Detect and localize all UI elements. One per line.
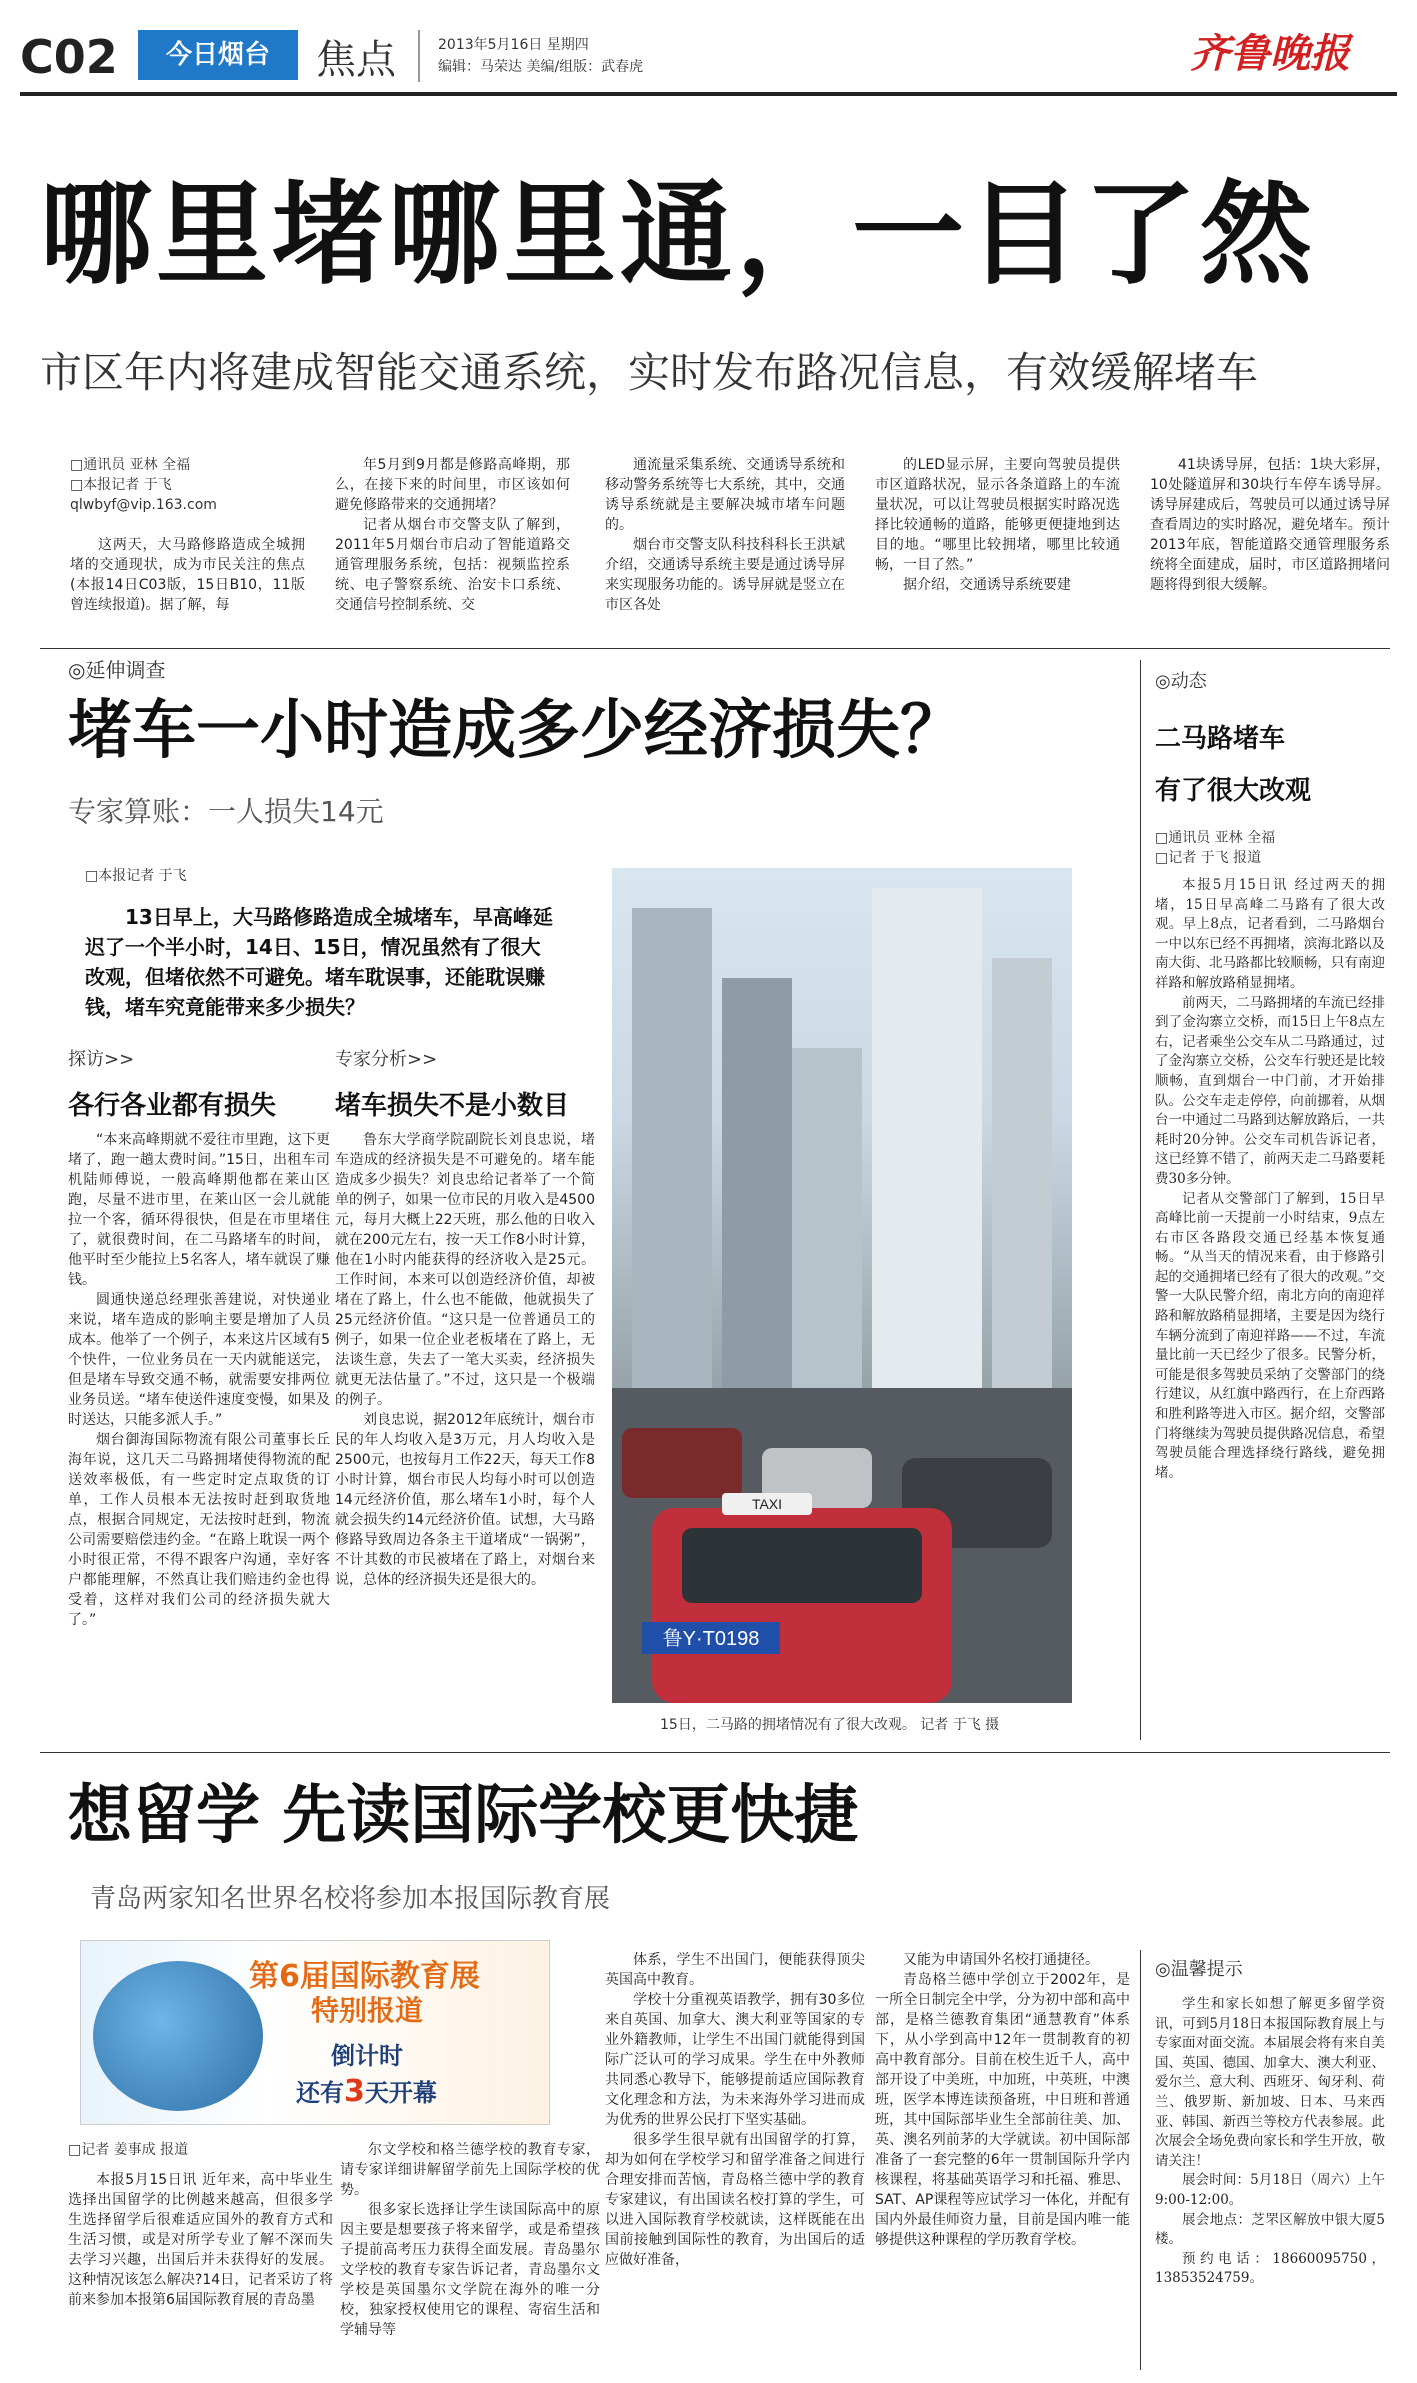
story3-subheadline: 青岛两家知名世界名校将参加本报国际教育展	[90, 1884, 611, 1914]
sidebar-divider	[1140, 1950, 1141, 2370]
paragraph: 又能为申请国外名校打通捷径。	[903, 1952, 1099, 1968]
sidebar1-byline: □通讯员 亚林 全福 □记者 于飞 报道	[1155, 830, 1276, 866]
sidebar1-body	[1155, 876, 1385, 1731]
paragraph: 鲁东大学商学院副院长刘良忠说，堵车造成的经济损失是不可避免的。堵车能造成多少损失？刘良忠给记者举了一个简单的例子，如果一位市民的月收入是4500元，每月大概上22天班，那么他的日收入就在200元左右，按一天工作8小时计算，他在1小时内能获得的经济收入是25元。工作时间，本来可以创造经济价值，却被堵在了路上，什么也不能做，他就损失了25元经济价值。“这只是一位普通员工的例子，如果一位企业老板堵在了路上，无法谈生意，失去了一笔大买卖，经济损失就更无法估量了。”不过，这只是一个极端的例子。	[335, 1132, 595, 1408]
paragraph: 据介绍，交通诱导系统要建	[903, 577, 1071, 593]
main-col-2	[335, 455, 570, 635]
issue-date: 2013年5月16日 星期四	[438, 37, 589, 53]
story3-col-1: 本报5月15日讯 近年来，高中毕业生选择出国留学的比例越来越高，但很多学生选择留学后很难适应国外的教育方式和生活习惯，或是对所学专业了解不深而失去学习兴趣，出国后并未获得好的发展。这种情况该怎么解决?14日，记者采访了将前来参加本报第6届国际教育展的青岛墨	[68, 2172, 333, 2308]
main-subheadline: 市区年内将建成智能交通系统，实时发布路况信息，有效缓解堵车	[40, 348, 1259, 397]
main-byline: □通讯员 亚林 全福 □本报记者 于飞 qlwbyf@vip.163.com	[70, 457, 217, 513]
paragraph: 通流量采集系统、交通诱导系统和移动警务系统等七大系统，其中，交通诱导系统就是主要解决城市堵车问题的。	[605, 457, 845, 533]
sidebar1-tag: ◎动态	[1155, 671, 1207, 692]
header-meta	[438, 34, 643, 78]
taxi-windshield	[682, 1528, 922, 1603]
paragraph: 烟台御海国际物流有限公司董事长丘海年说，这几天二马路拥堵使得物流的配送效率极低，有一些定时定点取货的订单，工作人员根本无法按时赶到取货地点，根据合同规定，无法按时赶到，物流公司需要赔偿违约金。“在路上耽误一两个小时很正常，不得不跟客户沟通，幸好客户都能理解，不然真让我们赔违约金也得受着，这样对我们公司的经济损失就大了。”	[68, 1432, 330, 1628]
column-label: 焦点	[316, 37, 396, 83]
story3-col-4	[875, 1950, 1130, 2370]
paragraph: 尔文学校和格兰德学校的教育专家，请专家详细讲解留学前先上国际学校的优势。	[340, 2142, 600, 2198]
story2-headline: 堵车一小时造成多少经济损失？	[68, 694, 964, 768]
traffic-scene	[612, 868, 1072, 1703]
story2-left-head: 各行各业都有损失	[68, 1091, 277, 1121]
paragraph: 体系，学生不出国门，便能获得顶尖英国高中教育。	[605, 1952, 865, 1988]
editors: 编辑：马荣达 美编/组版：武春虎	[438, 59, 644, 75]
story2-byline: □本报记者 于飞	[85, 868, 187, 884]
building	[792, 1048, 862, 1428]
car	[622, 1428, 742, 1498]
divider	[40, 1752, 1390, 1753]
sidebar-divider	[1140, 660, 1141, 1740]
newspaper-logo: 齐鲁晚报	[1190, 30, 1350, 77]
sidebar2-tag: ◎温馨提示	[1155, 1959, 1243, 1980]
story2-subheadline: 专家算账：一人损失14元	[68, 795, 384, 828]
paragraph: “本来高峰期就不爱往市里跑，这下更堵了，跑一趟太费时间。”15日，出租车司机陆师傅说，一般高峰期他都在莱山区跑，尽量不进市里，在莱山区一会儿就能拉一个客，循环得很快，但是在市里堵住了，就很费时间，在二马路堵车的时间，他平时至少能拉上5名客人，堵车就误了赚钱。	[68, 1132, 330, 1288]
paragraph: 记者从烟台市交警支队了解到，2011年5月烟台市启动了智能道路交通管理服务系统，包括：视频监控系统、电子警察系统、治安卡口系统、交通信号控制系统、交	[335, 517, 570, 613]
header-rule	[20, 92, 1397, 96]
story3-col-3	[605, 1950, 865, 2370]
main-col-1: 这两天，大马路修路造成全城拥堵的交通现状，成为市民关注的焦点(本报14日C03版，15日B10，11版曾连续报道)。据了解，每	[70, 537, 305, 613]
paragraph: 的LED显示屏，主要向驾驶员提供市区道路状况，显示各条道路上的车流量状况，可以让驾驶员根据实时路况选择比较通畅的道路，能够更便捷地到达目的地。“哪里比较拥堵，哪里比较通畅，一目了然。”	[875, 457, 1120, 573]
main-col-5: 41块诱导屏，包括：1块大彩屏，10处隧道屏和30块行车停车诱导屏。诱导屏建成后，驾驶员可以通过诱导屏查看周边的实时路况，避免堵车。预计2013年底，智能道路交通管理服务系统将全面建成，届时，市区道路拥堵问题将得到很大缓解。	[1150, 457, 1390, 593]
story3-headline: 想留学 先读国际学校更快捷	[68, 1779, 859, 1853]
paragraph: 圆通快递总经理张善建说，对快递业来说，堵车造成的影响主要是增加了人员成本。他举了一个例子，本来这片区域有5个快件，一位业务员在一天内就能送完，但是堵车导致交通不畅，就需要安排两位业务员送。“堵车使送件速度变慢，如果及时送达，只能多派人手。”	[68, 1292, 330, 1428]
section-label: 今日烟台	[138, 30, 298, 80]
main-headline: 哪里堵哪里通，一目了然	[40, 170, 1316, 300]
story3-col-2	[340, 1970, 600, 2370]
story2-lead: 13日早上，大马路修路造成全城堵车，早高峰延迟了一个半小时，14日、15日，情况虽然有了很大改观，但堵依然不可避免。堵车耽误事，还能耽误赚钱，堵车究竟能带来多少损失？	[85, 905, 553, 1019]
banner-countdown-2: 还有3天开幕	[296, 2074, 437, 2109]
taxi-sign-text: TAXI	[751, 1496, 783, 1512]
building	[632, 908, 712, 1468]
paragraph: 记者从交警部门了解到，15日早高峰比前一天提前一小时结束，9点左右市区各路段交通已经基本恢复通畅。“从当天的情况来看，由于修路引起的交通拥堵已经有了很大的改观。”交警一大队民警介绍，南北方向的南迎祥路和解放路稍显拥堵，主要是因为绕行车辆分流到了南迎祥路——不过，车流量比前一天已经少了很多。民警分析，可能是很多驾驶员采纳了交警部门的绕行建议，从红旗中路西行，在上夼西路和胜利路等进入市区。据介绍，交警部门将继续为驾驶员提供路况信息，希望驾驶员能合理选择绕行路线，避免拥堵。	[1155, 1190, 1385, 1481]
traffic-photo	[612, 868, 1072, 1703]
banner-title-2: 特别报道	[311, 1994, 424, 2027]
paragraph: 年5月到9月都是修路高峰期，那么，在接下来的时间里，市区该如何避免修路带来的交通拥堵？	[335, 457, 570, 513]
sidebar2-body: 学生和家长如想了解更多留学资讯，可到5月18日本报国际教育展上与专家面对面交流。本届展会将有来自美国、英国、德国、加拿大、澳大利亚、爱尔兰、意大利、西班牙、匈牙利、荷兰、俄罗斯、新加坡、日本、马来西亚、韩国、新西兰等校方代表参展。此次展会全场免费向家长和学生开放，敬请关注！ 展会时间：5月18日（周六）上午9:00-12:00。 展会地点：芝罘区解放中银大厦5楼。 预约电话：18660095750，13853524759。	[1155, 1996, 1385, 2287]
sidebar1-headline-2: 有了很大改观	[1155, 776, 1312, 806]
paragraph: 青岛格兰德中学创立于2002年，是一所全日制完全中学，分为初中部和高中部，是格兰德教育集团“通慧教育”体系下，从小学到高中12年一贯制教育的初高中教育部分。目前在校生近千人，高中部开设了中美班，中加班，中英班，中澳班，医学本博连读预备班，中日班和普通班，其中国际部毕业生全部前往美、加、英、澳名列前茅的大学就读。初中国际部准备了一套完整的6年一贯制国际升学内核课程，将基础英语学习和托福、雅思、SAT、AP课程等应试学习一体化，并配有国内外最佳师资力量，目前是国内唯一能够提供这种课程的学历教育学校。	[875, 1972, 1130, 2248]
paragraph: 学校十分重视英语教学，拥有30多位来自英国、加拿大、澳大利亚等国家的专业外籍教师，让学生不出国门就能得到国际广泛认可的学习成果。学生在中外教师共同悉心教导下，能够提前适应国际教育文化理念和方法，为未来海外学习进而成为优秀的世界公民打下坚实基础。	[605, 1992, 865, 2128]
photo-caption: 15日，二马路的拥堵情况有了很大改观。 记者 于飞 摄	[660, 1717, 1000, 1733]
license-plate-text: 鲁Y·T0198	[662, 1628, 760, 1650]
header-divider	[418, 30, 420, 82]
story2-tag: ◎延伸调查	[68, 658, 166, 682]
paragraph: 前两天，二马路拥堵的车流已经排到了金沟寨立交桥，而15日上午8点左右，记者乘坐公交车从二马路通过，过了金沟寨立交桥，公交车行驶还是比较顺畅，直到烟台一中门前，才开始排队。公交车走走停停，向前挪着，从烟台一中通过二马路到达解放路后，一共耗时20分钟。公交车司机告诉记者，这已经算不错了，前两天走二马路要耗费30多分钟。	[1155, 994, 1385, 1187]
divider	[40, 648, 1390, 649]
story2-left-tag: 探访>>	[68, 1049, 135, 1070]
story2-left-body	[68, 1130, 330, 1730]
story2-right-head: 堵车损失不是小数目	[335, 1091, 570, 1121]
paragraph: 刘良忠说，据2012年底统计，烟台市民的年人均收入是3万元，月人均收入是2500元，也按每月工作22天，每天工作8小时计算，烟台市民人均每小时可以创造14元经济价值，那么堵车1小时，每个人就会损失约14元经济价值。试想，大马路修路导致周边各条主干道堵成“一锅粥”，不计其数的市民被堵在了路上，对烟台来说，总体的经济损失还是很大的。	[335, 1412, 595, 1588]
banner-countdown: 倒计时	[331, 2042, 403, 2070]
sidebar1-headline-1: 二马路堵车	[1155, 724, 1286, 754]
story3-byline: □记者 姜事成 报道	[68, 2142, 189, 2158]
paragraph: 本报5月15日讯 经过两天的拥堵，15日早高峰二马路有了很大改观。早上8点，记者看到，二马路烟台一中以东已经不再拥堵，滨海北路以及南大街、北马路都比较顺畅，只有南迎祥路和解放路稍显拥堵。	[1155, 877, 1385, 991]
story2-right-body	[335, 1130, 595, 1730]
page-code: C02	[20, 30, 118, 84]
banner-title: 第6届国际教育展	[249, 1959, 480, 1994]
building	[722, 978, 792, 1448]
story2-right-tag: 专家分析>>	[335, 1049, 438, 1070]
main-col-3	[605, 455, 845, 635]
paragraph: 很多学生很早就有出国留学的打算，却为如何在学校学习和留学准备之间进行合理安排而苦恼，青岛格兰德中学的教育专家建议，有出国读名校打算的学生，可以进入国际教育学校就读，这样既能在出国前接触到国际性的教育，为出国后的适应做好准备，	[605, 2132, 865, 2268]
paragraph: 很多家长选择让学生读国际高中的原因主要是想要孩子将来留学，或是希望孩子提前高考压力获得全面发展。青岛墨尔文学校的教育专家告诉记者，青岛墨尔文学校是英国墨尔文学院在海外的唯一分校，独家授权使用它的课程、寄宿生活和学辅导等	[340, 2202, 600, 2338]
paragraph: 烟台市交警支队科技科科长王洪斌介绍，交通诱导系统主要是通过诱导屏来实现服务功能的。诱导屏就是竖立在市区各处	[605, 537, 845, 613]
main-col-4	[875, 455, 1120, 635]
globe-icon	[93, 1961, 263, 2111]
